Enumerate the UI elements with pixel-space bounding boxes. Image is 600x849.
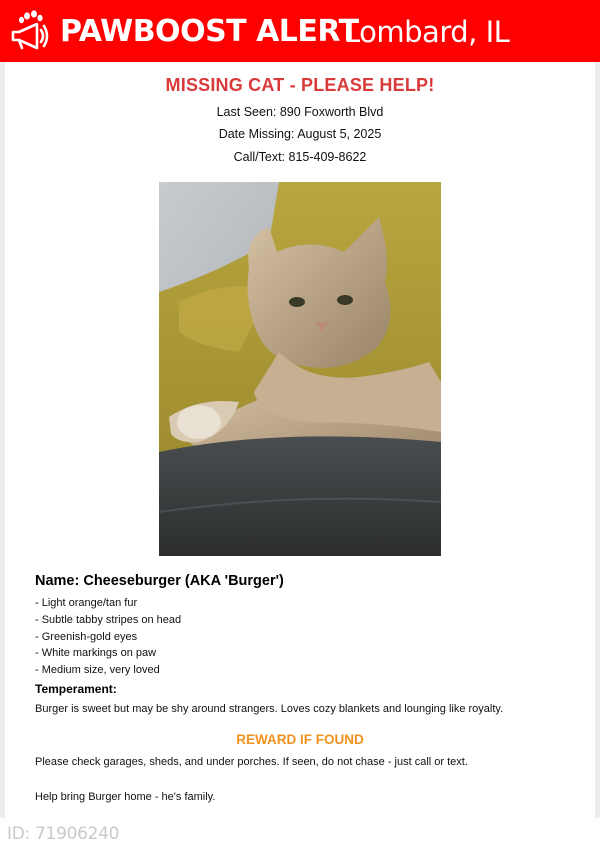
city-name: Lombard, IL — [344, 15, 510, 49]
flyer-title: MISSING CAT - PLEASE HELP! — [165, 75, 435, 95]
date-missing: Date Missing: August 5, 2025 — [218, 127, 382, 141]
trait-item: - Medium size, very loved — [35, 664, 160, 677]
cat-photo — [159, 182, 441, 556]
frame-border-right — [595, 62, 600, 818]
search-instructions: Please check garages, sheds, and under porches. If seen, do not chase - just call or text. — [35, 756, 468, 768]
contact-phone: Call/Text: 815-409-8622 — [233, 150, 367, 164]
trait-list — [35, 595, 181, 679]
trait-item: - Light orange/tan fur — [35, 597, 138, 609]
closing-line: Help bring Burger home - he's family. — [35, 791, 216, 803]
temperament-text: Burger is sweet but may be shy around strangers. Loves cozy blankets and lounging like royalty. — [35, 703, 504, 715]
trait-item: - White markings on paw — [35, 647, 157, 660]
alert-id: ID: 71906240 — [7, 824, 120, 844]
last-seen: Last Seen: 890 Foxworth Blvd — [216, 105, 384, 119]
frame-border-left — [0, 62, 5, 818]
megaphone-paw-icon — [7, 8, 53, 54]
pet-name: Name: Cheeseburger (AKA 'Burger') — [35, 573, 284, 589]
alert-header — [0, 0, 600, 62]
trait-item: - Greenish-gold eyes — [35, 630, 138, 643]
reward-heading: REWARD IF FOUND — [236, 732, 364, 747]
brand-name: PAWBOOST ALERT — [60, 14, 359, 49]
temperament-label: Temperament: — [35, 682, 117, 696]
trait-item: - Subtle tabby stripes on head — [35, 613, 182, 626]
